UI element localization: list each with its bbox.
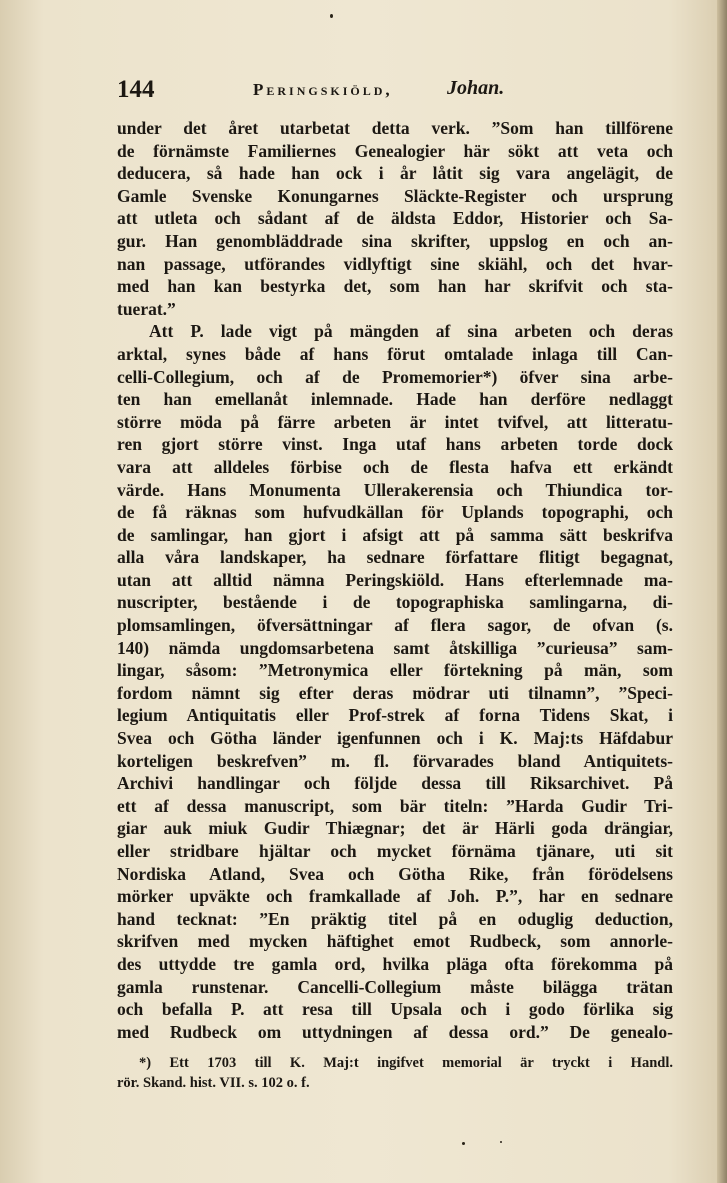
text-line: nuscripter, bestående i de topographiska samlingarna, di-: [117, 592, 673, 613]
text-line: de förnämste Familiernes Genealogier här sökt att veta och: [117, 140, 673, 161]
text-line: 140) nämda ungdomsarbetena samt åtskilliga ”curieusa” sam-: [117, 637, 673, 658]
text-line: ren gjort större vinst. Inga utaf hans arbeten torde dock: [117, 434, 673, 455]
text-line: des uttydde tre gamla ord, hvilka pläga ofta förekomma på: [117, 953, 673, 974]
body-text: [117, 117, 673, 1043]
text-line: Nordiska Atland, Svea och Götha Rike, från förödelsens: [117, 863, 673, 884]
text-line: värde. Hans Monumenta Ullerakerensia och Thiundica tor-: [117, 479, 673, 500]
footnote-line: *) Ett 1703 till K. Maj:t ingifvet memorial är tryckt i Handl.: [139, 1055, 673, 1071]
running-head-italic: Johan.: [447, 77, 505, 99]
text-line: att utleta och sådant af de äldsta Eddor, Historier och Sa-: [117, 208, 673, 229]
text-line: celli-Collegium, och af de Promemorier*) öfver sina arbe-: [117, 366, 673, 387]
footnote-line: rör. Skand. hist. VII. s. 102 o. f.: [117, 1075, 310, 1091]
ink-speck: [500, 1141, 502, 1143]
ink-speck: [462, 1142, 465, 1145]
page-number: 144: [117, 76, 155, 103]
page-header: [117, 76, 677, 106]
text-line: med Rudbeck om uttydningen af dessa ord.” De genealo-: [117, 1021, 673, 1042]
text-line: ten han emellanåt inlemnade. Hade han derföre nedlaggt: [117, 389, 673, 410]
text-line: deducera, så hade han ock i år låtit sig vara angelägit, de: [117, 163, 673, 184]
text-line: gur. Han genombläddrade sina skrifter, uppslog en och an-: [117, 230, 673, 251]
text-line: de samlingar, han gjort i afsigt att på samma sätt beskrifva: [117, 524, 673, 545]
text-line: giar auk miuk Gudir Thiægnar; det är Härli goda drängiar,: [117, 818, 673, 839]
text-line: och befalla P. att resa till Upsala och i godo förlika sig: [117, 999, 673, 1020]
text-line: större möda på färre arbeten är intet tvifvel, att litteratu-: [117, 411, 673, 432]
text-line: Att P. lade vigt på mängden af sina arbeten och deras: [149, 321, 673, 342]
text-line: hand tecknat: ”En präktig titel på en oduglig deduction,: [117, 908, 673, 929]
text-line: skrifven med mycken häftighet emot Rudbeck, som annorle-: [117, 931, 673, 952]
text-line: vara att alldeles förbise och de flesta hafva ett erkändt: [117, 456, 673, 477]
text-line: nan passage, utförandes vidlyftigt sine skiähl, och det hvar-: [117, 253, 673, 274]
text-line: plomsamlingen, öfversättningar af flera sagor, de ofvan (s.: [117, 615, 673, 636]
text-line: eller stridbare hjältar och mycket förnäma tjänare, uti sit: [117, 841, 673, 861]
page-edge-shadow: [717, 0, 727, 1183]
text-line: arktal, synes både af hans förut omtalade inlaga till Can-: [117, 343, 673, 364]
ink-speck: [330, 14, 333, 18]
text-line: med han kan bestyrka det, som han har skrifvit och sta-: [117, 276, 673, 297]
text-line: Svea och Götha länder igenfunnen och i K. Maj:ts Häfdabur: [117, 728, 673, 749]
text-line: lingar, såsom: ”Metronymica eller förtekning på män, som: [117, 660, 673, 681]
footnote: [117, 1053, 673, 1093]
text-line: ett af dessa manuscript, som bär titeln: ”Harda Gudir Tri-: [117, 795, 673, 816]
text-line: tuerat.”: [117, 298, 176, 319]
text-line: utan att alltid nämna Peringskiöld. Hans efterlemnade ma-: [117, 569, 673, 590]
text-line: legium Antiquitatis eller Prof-strek af forna Tidens Skat, i: [117, 705, 673, 726]
text-line: de få räknas som hufvudkällan för Uplands topographi, och: [117, 502, 673, 523]
text-line: Archivi handlingar och följde dessa till Riksarchivet. På: [117, 773, 673, 794]
text-line: gamla runstenar. Cancelli-Collegium måste bilägga trätan: [117, 976, 673, 997]
text-line: korteligen beskrefven” m. fl. förvarades bland Antiquitets-: [117, 750, 673, 771]
text-line: fordom nämnt sig efter deras mödrar uti tilnamn”, ”Speci-: [117, 682, 673, 703]
text-line: Gamle Svenske Konungarnes Släckte-Register och ursprung: [117, 185, 673, 206]
text-line: alla våra landskaper, ha sednare författare flitigt begagnat,: [117, 547, 673, 568]
text-line: mörker upväkte och framkallade af Joh. P.”, har en sednare: [117, 886, 673, 907]
running-head: Peringskiöld,: [253, 80, 393, 99]
text-line: under det året utarbetat detta verk. ”Som han tillförene: [117, 118, 673, 138]
